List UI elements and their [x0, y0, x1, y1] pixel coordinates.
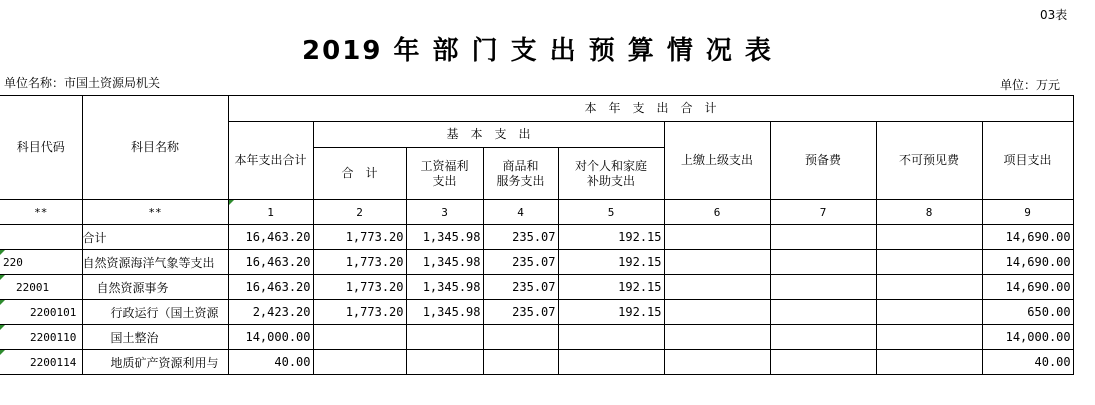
row-name: 自然资源事务 [82, 275, 228, 300]
row-code: 2200110 [0, 325, 82, 350]
row-name: 地质矿产资源利用与 [82, 350, 228, 375]
row-goods [483, 325, 558, 350]
index-cell: 3 [406, 200, 483, 225]
row-upper [664, 300, 770, 325]
table-row [0, 325, 1073, 350]
row-upper [664, 325, 770, 350]
row-project: 14,690.00 [982, 275, 1073, 300]
index-cell: 6 [664, 200, 770, 225]
row-reserve [770, 250, 876, 275]
row-total: 14,000.00 [228, 325, 313, 350]
index-cell: 2 [313, 200, 406, 225]
row-goods: 235.07 [483, 250, 558, 275]
row-name: 合计 [82, 225, 228, 250]
row-total: 16,463.20 [228, 275, 313, 300]
row-salary: 1,345.98 [406, 275, 483, 300]
table-row [0, 250, 1073, 275]
row-code: 22001 [0, 275, 82, 300]
header-project: 项目支出 [982, 122, 1073, 200]
index-row [0, 200, 1073, 225]
header-salary-line2: 支出 [432, 173, 457, 188]
index-cell: ** [82, 200, 228, 225]
index-cell: 9 [982, 200, 1073, 225]
budget-table [0, 95, 1074, 375]
header-goods-line1: 商品和 [502, 158, 539, 173]
row-name: 国土整治 [82, 325, 228, 350]
row-personal [558, 350, 664, 375]
row-unforeseen [876, 350, 982, 375]
header-year-total-group-label: 本 年 支 出 合 计 [584, 101, 717, 115]
row-personal: 192.15 [558, 275, 664, 300]
row-goods [483, 350, 558, 375]
header-subtotal: 合 计 [313, 148, 406, 200]
row-code: 220 [0, 250, 82, 275]
row-unforeseen [876, 275, 982, 300]
row-total: 2,423.20 [228, 300, 313, 325]
row-name: 自然资源海洋气象等支出 [82, 250, 228, 275]
row-project: 14,000.00 [982, 325, 1073, 350]
row-salary [406, 350, 483, 375]
row-upper [664, 250, 770, 275]
row-subtotal: 1,773.20 [313, 225, 406, 250]
row-code: 2200114 [0, 350, 82, 375]
index-cell: 1 [228, 200, 313, 225]
row-project: 650.00 [982, 300, 1073, 325]
row-unforeseen [876, 250, 982, 275]
row-subtotal: 1,773.20 [313, 275, 406, 300]
row-reserve [770, 275, 876, 300]
currency-unit-label: 单位：万元 [1000, 78, 1061, 92]
row-personal [558, 325, 664, 350]
row-goods: 235.07 [483, 300, 558, 325]
header-personal [558, 148, 664, 200]
row-code: 2200101 [0, 300, 82, 325]
row-total: 16,463.20 [228, 225, 313, 250]
index-cell: 7 [770, 200, 876, 225]
row-total: 40.00 [228, 350, 313, 375]
row-unforeseen [876, 300, 982, 325]
row-reserve [770, 350, 876, 375]
row-unforeseen [876, 325, 982, 350]
index-cell: 8 [876, 200, 982, 225]
row-reserve [770, 300, 876, 325]
header-year-total: 本年支出合计 [228, 122, 313, 200]
row-total: 16,463.20 [228, 250, 313, 275]
report-title: 2019 年 部 门 支 出 预 算 情 况 表 [302, 36, 773, 66]
header-goods [483, 148, 558, 200]
index-cell: ** [0, 200, 82, 225]
row-salary: 1,345.98 [406, 250, 483, 275]
header-code: 科目代码 [0, 96, 82, 200]
row-upper [664, 350, 770, 375]
header-personal-line2: 补助支出 [586, 173, 635, 188]
header-basic-group: 基 本 支 出 [313, 122, 664, 148]
header-salary [406, 148, 483, 200]
row-project: 14,690.00 [982, 250, 1073, 275]
header-upper: 上缴上级支出 [664, 122, 770, 200]
sheet-number: 03表 [1040, 8, 1068, 22]
index-cell: 4 [483, 200, 558, 225]
header-year-total-group [228, 96, 1073, 122]
row-personal: 192.15 [558, 250, 664, 275]
row-subtotal: 1,773.20 [313, 250, 406, 275]
header-goods-line2: 服务支出 [496, 173, 545, 188]
row-salary: 1,345.98 [406, 300, 483, 325]
header-personal-line1: 对个人和家庭 [574, 158, 647, 173]
row-code [0, 225, 82, 250]
row-subtotal [313, 325, 406, 350]
header-reserve: 预备费 [770, 122, 876, 200]
table-row [0, 300, 1073, 325]
table-row [0, 275, 1073, 300]
index-cell: 5 [558, 200, 664, 225]
unit-name-label: 单位名称：市国土资源局机关 [4, 76, 161, 90]
row-name: 行政运行（国土资源 [82, 300, 228, 325]
row-upper [664, 275, 770, 300]
header-salary-line1: 工资福利 [420, 158, 469, 173]
row-subtotal: 1,773.20 [313, 300, 406, 325]
row-project: 40.00 [982, 350, 1073, 375]
row-subtotal [313, 350, 406, 375]
row-personal: 192.15 [558, 300, 664, 325]
row-personal: 192.15 [558, 225, 664, 250]
row-salary [406, 325, 483, 350]
header-name: 科目名称 [82, 96, 228, 200]
row-goods: 235.07 [483, 275, 558, 300]
row-reserve [770, 225, 876, 250]
table-row [0, 350, 1073, 375]
row-upper [664, 225, 770, 250]
row-unforeseen [876, 225, 982, 250]
table-row [0, 225, 1073, 250]
header-unforeseen: 不可预见费 [876, 122, 982, 200]
row-reserve [770, 325, 876, 350]
row-goods: 235.07 [483, 225, 558, 250]
row-project: 14,690.00 [982, 225, 1073, 250]
row-salary: 1,345.98 [406, 225, 483, 250]
